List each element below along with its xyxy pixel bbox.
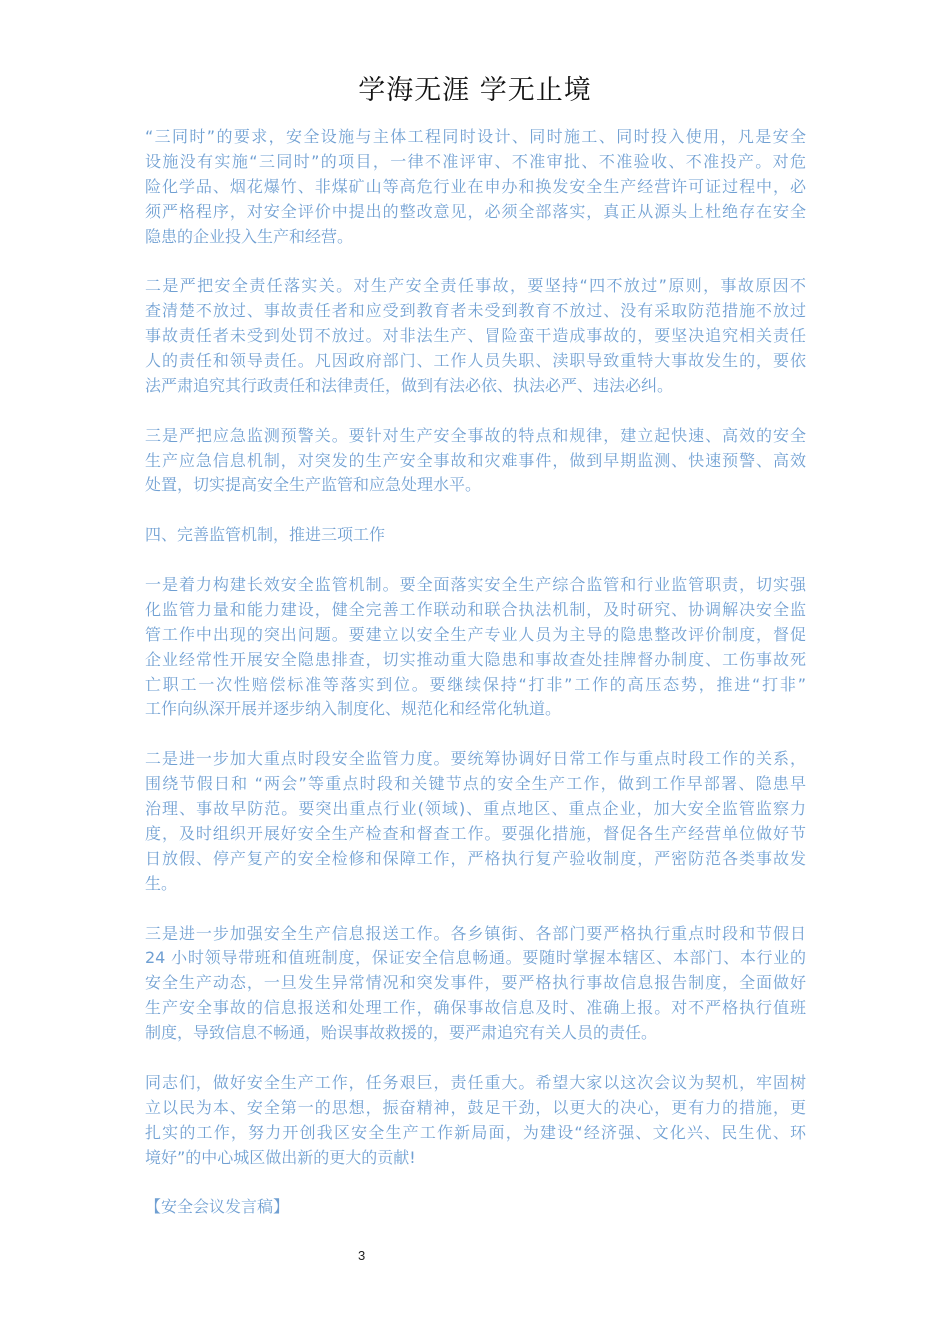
- text-line: 三是严把应急监测预警关。要针对生产安全事故的特点和规律，建立起快速、高效的安全: [145, 425, 806, 445]
- text-line: 二是严把安全责任落实关。对生产安全责任事故，要坚持“四不放过”原则，事故原因不: [145, 276, 806, 296]
- page-number: 3: [358, 1248, 366, 1263]
- text-line: 工作向纵深开展并逐步纳入制度化、规范化和经常化轨道。: [145, 699, 562, 719]
- text-line: 设施没有实施“三同时”的项目，一律不准评审、不准审批、不准验收、不准投产。对危: [145, 151, 806, 171]
- text-line: 境好”的中心城区做出新的更大的贡献!: [145, 1147, 416, 1167]
- text-line: 治理、事故早防范。要突出重点行业(领域)、重点地区、重点企业，加大安全监管监察力: [145, 799, 806, 819]
- text-line: 隐患的企业投入生产和经营。: [145, 226, 354, 246]
- text-line: 生产应急信息机制，对突发的生产安全事故和灾难事件，做到早期监测、快速预警、高效: [145, 450, 806, 470]
- paragraph: [145, 747, 806, 896]
- text-line: 四、完善监管机制，推进三项工作: [145, 525, 386, 545]
- text-line: 日放假、停产复产的安全检修和保障工作，严格执行复产验收制度，严密防范各类事故发: [145, 848, 806, 868]
- text-line: 一是着力构建长效安全监管机制。要全面落实安全生产综合监管和行业监管职责，切实强: [145, 575, 806, 595]
- text-line: 须严格程序，对安全评价中提出的整改意见，必须全部落实，真正从源头上杜绝存在安全: [145, 201, 806, 221]
- text-line: 二是进一步加大重点时段安全监管力度。要统筹协调好日常工作与重点时段工作的关系，: [145, 749, 806, 769]
- text-line: 查清楚不放过、事故责任者和应受到教育者未受到教育不放过、没有采取防范措施不放过: [145, 301, 806, 321]
- text-line: 法严肃追究其行政责任和法律责任，做到有法必依、执法必严、违法必纠。: [145, 375, 674, 395]
- text-line: 度，及时组织开展好安全生产检查和督查工作。要强化措施，督促各生产经营单位做好节: [145, 823, 806, 843]
- document-tag: [145, 1195, 806, 1220]
- text-line: 制度，导致信息不畅通，贻误事故救援的，要严肃追究有关人员的责任。: [145, 1023, 658, 1043]
- text-line: 亡职工一次性赔偿标准等落实到位。要继续保持“打非”工作的高压态势，推进“打非”: [145, 674, 806, 694]
- paragraph: [145, 274, 806, 398]
- document-body: [145, 125, 806, 1245]
- text-line: 安全生产动态，一旦发生异常情况和突发事件，要严格执行事故信息报告制度，全面做好: [145, 973, 806, 993]
- text-line: 企业经常性开展安全隐患排查，切实推动重大隐患和事故查处挂牌督办制度、工伤事故死: [145, 649, 806, 669]
- page-title: 学海无涯 学无止境: [358, 75, 592, 106]
- text-line: 同志们，做好安全生产工作，任务艰巨，责任重大。希望大家以这次会议为契机，牢固树: [145, 1072, 806, 1092]
- text-line: 生产安全事故的信息报送和处理工作，确保事故信息及时、准确上报。对不严格执行值班: [145, 998, 806, 1018]
- text-line: 生。: [145, 873, 178, 893]
- paragraph: [145, 424, 806, 499]
- text-line: “三同时”的要求，安全设施与主体工程同时设计、同时施工、同时投入使用，凡是安全: [145, 127, 806, 146]
- text-line: 管工作中出现的突出问题。要建立以安全生产专业人员为主导的隐患整改评价制度，督促: [145, 624, 806, 644]
- text-line: 险化学品、烟花爆竹、非煤矿山等高危行业在申办和换发安全生产经营许可证过程中，必: [145, 176, 806, 196]
- text-line: 扎实的工作，努力开创我区安全生产工作新局面，为建设“经济强、文化兴、民生优、环: [145, 1122, 806, 1142]
- paragraph: [145, 125, 806, 249]
- text-line: 【安全会议发言稿】: [145, 1197, 290, 1217]
- text-line: 处置，切实提高安全生产监管和应急处理水平。: [145, 475, 482, 495]
- text-line: 三是进一步加强安全生产信息报送工作。各乡镇街、各部门要严格执行重点时段和节假日: [145, 923, 806, 943]
- text-line: 24 小时领导带班和值班制度，保证安全信息畅通。要随时掌握本辖区、本部门、本行业的: [145, 948, 806, 968]
- paragraph: [145, 1071, 806, 1171]
- section-heading: [145, 523, 806, 548]
- text-line: 人的责任和领导责任。凡因政府部门、工作人员失职、渎职导致重特大事故发生的，要依: [145, 351, 806, 371]
- text-line: 化监管力量和能力建设，健全完善工作联动和联合执法机制，及时研究、协调解决安全监: [145, 599, 806, 619]
- text-line: 立以民为本、安全第一的思想，振奋精神，鼓足干劲，以更大的决心，更有力的措施，更: [145, 1097, 806, 1117]
- paragraph: [145, 573, 806, 722]
- text-line: 事故责任者未受到处罚不放过。对非法生产、冒险蛮干造成事故的，要坚决追究相关责任: [145, 326, 806, 346]
- paragraph: [145, 922, 806, 1046]
- text-line: 围绕节假日和 “两会”等重点时段和关键节点的安全生产工作，做到工作早部署、隐患早: [145, 774, 806, 794]
